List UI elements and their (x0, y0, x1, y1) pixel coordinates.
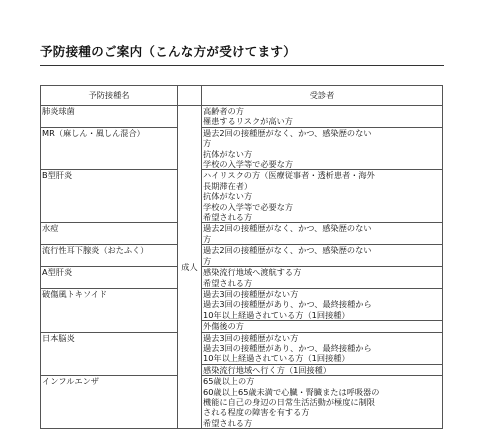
target-line: 過去2回の接種歴がなく、かつ、感染歴のない (203, 127, 372, 138)
target-line: 希望される方 (203, 277, 253, 288)
target-line: 機能に自己の身辺の日常生活活動が極度に制限 (203, 396, 375, 407)
target-cell (202, 376, 443, 429)
target-cell (202, 288, 443, 332)
target-block (202, 364, 442, 375)
target-line: 10年以上経過されている方（1回接種） (203, 309, 350, 320)
header-vaccine-name: 予防接種名 (41, 86, 178, 106)
vaccine-name-cell: 日本脳炎 (41, 332, 178, 376)
target-line: 過去3回の接種歴があり、かつ、最終接種から (203, 299, 372, 310)
table-body (41, 106, 443, 429)
target-line: 過去3回の接種歴がない方 (203, 332, 299, 343)
vaccine-name-cell: B型肝炎 (41, 170, 178, 223)
target-line: 方 (203, 233, 212, 244)
table-row (41, 376, 443, 429)
target-block (202, 320, 442, 331)
table-row (41, 223, 443, 245)
title-underline (40, 65, 444, 66)
target-line: 長期滞在者） (203, 180, 253, 191)
target-line: 方 (203, 255, 212, 266)
vaccine-name-cell: 破傷風トキソイド (41, 288, 178, 332)
target-block (202, 245, 442, 266)
table-row (41, 288, 443, 332)
target-block (202, 170, 442, 222)
target-line: 外傷後の方 (203, 321, 244, 332)
age-group-cell: 成人 (178, 106, 202, 429)
target-line: される程度の障害を有する方 (203, 407, 310, 418)
target-line: 60歳以上65歳未満で心臓・腎臓または呼吸器の (203, 386, 380, 397)
table-row (41, 245, 443, 267)
vaccine-name-cell: インフルエンザ (41, 376, 178, 429)
target-block (202, 267, 442, 288)
vaccination-table (40, 85, 443, 429)
target-line: ハイリスクの方（医療従事者・透析患者・海外 (203, 170, 375, 181)
vaccine-name-cell: MR（麻しん・風しん混合） (41, 127, 178, 170)
header-age-group (178, 86, 202, 106)
vaccine-name-cell: 水痘 (41, 223, 178, 245)
target-line: 方 (203, 138, 212, 149)
target-block (202, 289, 442, 320)
target-line: 感染流行地域へ行く方（1回接種） (203, 364, 332, 375)
target-line: 学校の入学等で必要な方 (203, 201, 294, 212)
target-line: 抗体がない方 (203, 148, 253, 159)
target-line: 抗体がない方 (203, 191, 253, 202)
target-cell (202, 170, 443, 223)
target-line: 希望される方 (203, 212, 253, 223)
target-block (202, 376, 442, 428)
target-cell (202, 106, 443, 128)
header-target: 受診者 (202, 86, 443, 106)
target-block (202, 106, 442, 127)
table-header-row (41, 86, 443, 106)
target-line: 高齢者の方 (203, 106, 244, 116)
target-cell (202, 267, 443, 289)
table-row (41, 170, 443, 223)
vaccine-name-cell: 流行性耳下腺炎（おたふく） (41, 245, 178, 267)
target-block (202, 128, 442, 170)
target-cell (202, 223, 443, 245)
vaccine-name-cell: 肺炎球菌 (41, 106, 178, 128)
target-line: 希望される方 (203, 417, 253, 428)
target-line: 感染流行地域へ渡航する方 (203, 267, 302, 278)
vaccine-name-cell: A型肝炎 (41, 267, 178, 289)
target-cell (202, 245, 443, 267)
page-title: 予防接種のご案内（こんな方が受けてます） (40, 44, 297, 59)
target-line: 過去2回の接種歴がなく、かつ、感染歴のない (203, 245, 372, 256)
target-line: 過去3回の接種歴がない方 (203, 288, 299, 299)
target-line: 10年以上経過されている方（1回接種） (203, 353, 350, 364)
target-block (202, 223, 442, 244)
target-line: 罹患するリスクが高い方 (203, 116, 293, 127)
table-row (41, 267, 443, 289)
table-row (41, 127, 443, 170)
target-line: 過去2回の接種歴がなく、かつ、感染歴のない (203, 223, 372, 234)
target-block (202, 333, 442, 364)
target-cell (202, 332, 443, 376)
table-row (41, 106, 443, 128)
target-line: 65歳以上の方 (203, 376, 255, 387)
target-line: 学校の入学等で必要な方 (203, 159, 294, 170)
target-line: 過去3回の接種歴があり、かつ、最終接種から (203, 342, 372, 353)
table-row (41, 332, 443, 376)
target-cell (202, 127, 443, 170)
